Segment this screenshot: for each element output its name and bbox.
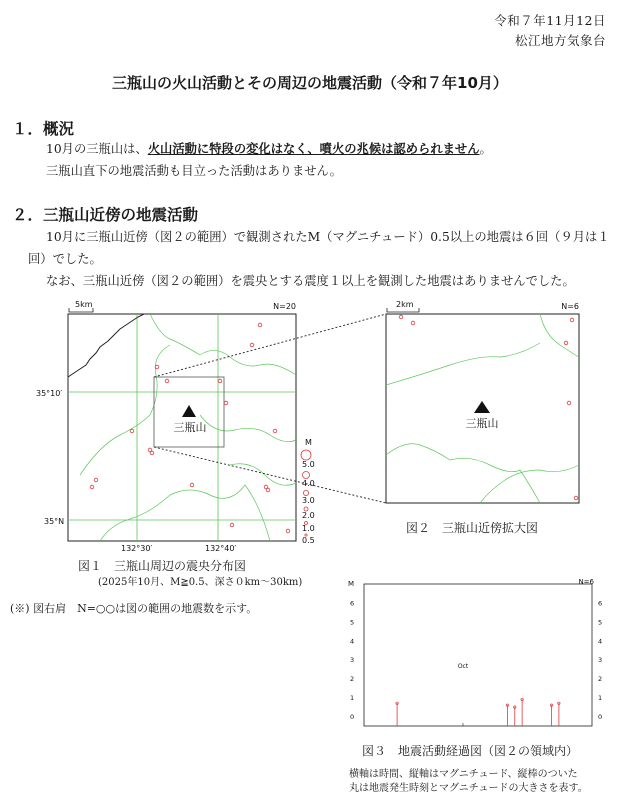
fig3-y-tick-label: 6: [598, 599, 603, 608]
map-note: (※) 図右肩 N=○○は図の範囲の地震数を示す。: [10, 602, 258, 615]
legend-title: M: [305, 438, 312, 447]
fig2-volcano-label: 三瓶山: [465, 417, 499, 430]
fig2-map: [386, 300, 579, 503]
report-date: 令和７年11月12日: [494, 13, 606, 28]
fig3-y-tick-label: 6: [350, 599, 355, 608]
fig1-map: [36, 300, 315, 553]
fig2-scale-label: 2km: [396, 300, 414, 309]
section1-line1: [46, 138, 492, 160]
fig1-count: N=20: [273, 302, 296, 311]
fig3-y-tick-label: 4: [598, 637, 603, 646]
fig1-lon-label: 132°30′: [121, 544, 153, 553]
fig1-lat-label: 35°N: [44, 517, 65, 526]
document-title: 三瓶山の火山活動とその周辺の地震活動（令和７年10月）: [112, 74, 508, 92]
fig3-count: N=6: [578, 578, 594, 586]
legend-value: 0.5: [302, 536, 315, 545]
legend-value: 1.0: [302, 524, 315, 533]
legend-circle: [303, 490, 308, 495]
section1-line1-pre: 10月の三瓶山は、: [46, 142, 148, 156]
fig3-y-tick-label: 0: [350, 713, 355, 722]
fig3-chart: [340, 575, 610, 740]
legend-value: 2.0: [302, 511, 315, 520]
fig1-lon-label: 132°40′: [205, 544, 237, 553]
fig3-y-tick-label: 1: [350, 694, 355, 703]
fig3-y-tick-label: 2: [598, 675, 603, 684]
fig1-magnitude-legend: [301, 438, 315, 545]
fig3-y-tick-label: 0: [598, 713, 603, 722]
fig1-subcaption: (2025年10月、M≧0.5、深さ０km～30km): [98, 577, 303, 588]
fig3-ylabel: M: [348, 580, 355, 588]
fig3-y-tick-label: 4: [350, 637, 355, 646]
fig1-caption: 図１ 三瓶山周辺の震央分布図: [78, 559, 247, 573]
fig3-y-tick-label: 3: [350, 656, 355, 665]
section1-line1-post: 。: [479, 142, 492, 156]
legend-value: 4.0: [302, 479, 315, 488]
section2-para1: 10月に三瓶山近傍（図２の範囲）で観測されたM（マグニチュード）0.5以上の地震は６回（９月は１回）でした。: [28, 230, 610, 266]
issuing-office: 松江地方気象台: [514, 33, 606, 48]
fig3-caption: 図３ 地震活動経過図（図２の領域内）: [362, 744, 579, 758]
fig3-data-marks: [396, 698, 560, 726]
fig3-y-axis: [350, 599, 602, 721]
section1-heading: １．概況: [12, 120, 75, 138]
legend-circle: [301, 450, 311, 460]
fig3-y-tick-label: 3: [598, 656, 603, 665]
fig3-y-tick-label: 5: [350, 618, 355, 627]
fig3-note1: 横軸は時間、縦軸はマグニチュード、縦棒のついた: [349, 769, 578, 780]
fig1-lat-label: 35°10′: [36, 389, 63, 398]
fig1-volcano-label: 三瓶山: [173, 421, 207, 434]
fig3-y-tick-label: 5: [598, 618, 603, 627]
section1-line1-bold: 火山活動に特段の変化はなく、噴火の兆候は認められません: [147, 141, 480, 156]
legend-circle: [303, 472, 310, 479]
fig3-xlabel: Oct: [457, 663, 469, 670]
fig3-note2: 丸は地震発生時刻とマグニチュードの大きさを表す。: [349, 783, 588, 794]
fig3-y-tick-label: 2: [350, 675, 355, 684]
fig3-frame: [364, 584, 592, 726]
fig3-y-tick-label: 1: [598, 694, 603, 703]
legend-value: 5.0: [302, 460, 315, 469]
fig2-caption: 図２ 三瓶山近傍拡大図: [406, 521, 539, 535]
section2-heading: ２．三瓶山近傍の地震活動: [12, 206, 199, 224]
fig2-count: N=6: [561, 302, 579, 311]
legend-value: 3.0: [302, 496, 315, 505]
fig1-scale-label: 5km: [75, 300, 93, 309]
section1-line2: 三瓶山直下の地震活動も目立った活動はありません。: [46, 164, 342, 178]
section2-para2: なお、三瓶山近傍（図２の範囲）を震央とする震度１以上を観測した地震はありませんでした。: [46, 274, 575, 288]
